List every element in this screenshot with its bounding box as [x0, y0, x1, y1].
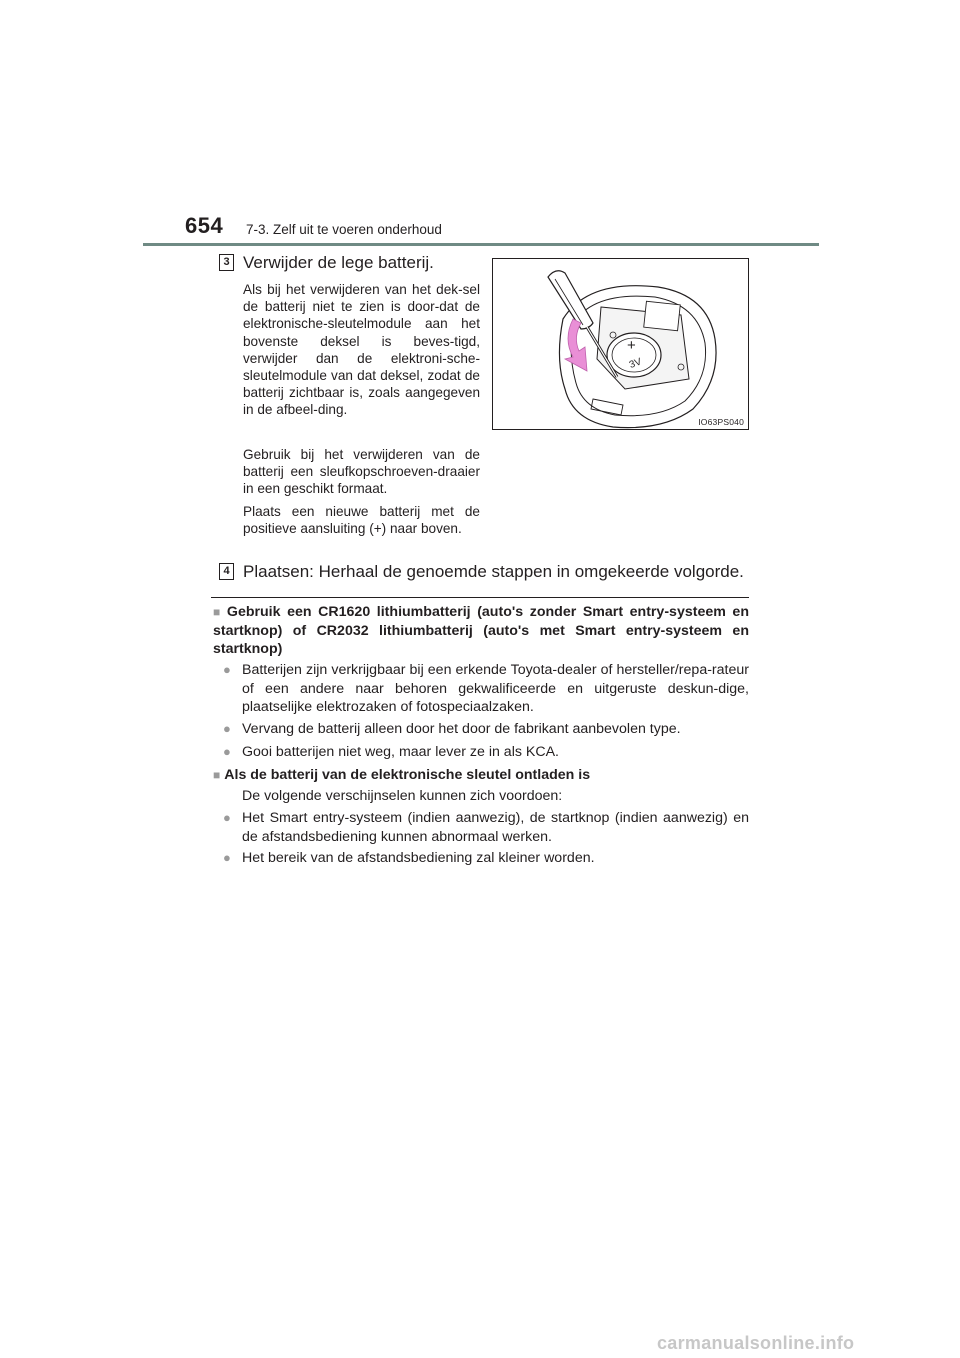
- step-3-badge: 3: [219, 254, 234, 271]
- circle-bullet-icon: ●: [223, 850, 231, 865]
- step-4-title: Plaatsen: Herhaal de genoemde stappen in omgekeerde volgorde.: [243, 562, 744, 581]
- watermark: carmanualsonline.info: [657, 1333, 855, 1353]
- figure-code: IO63PS040: [698, 417, 744, 427]
- circle-bullet-icon: ●: [223, 662, 231, 677]
- note-heading-text: Gebruik een CR1620 lithiumbatterij (auto's zonder Smart entry-systeem en startknop) of CR2032 lithiumbatterij (auto's met Smart entry-systeem en startknop): [213, 604, 749, 658]
- battery-voltage-label: 3V: [627, 356, 644, 371]
- step-4-badge: 4: [219, 563, 234, 580]
- circle-bullet-icon: ●: [223, 810, 231, 825]
- square-bullet-icon: ■: [213, 768, 221, 782]
- note-heading-text: Als de batterij van de elektronische sleutel ontladen is: [224, 767, 591, 783]
- battery-replacement-figure: [492, 258, 749, 430]
- square-bullet-icon: ■: [213, 605, 223, 619]
- note-bullet-text: Het Smart entry-systeem (indien aanwezig), de startknop (indien aanwezig) en de afstandsbediening kunnen abnormaal werken.: [242, 810, 749, 845]
- step-3-title: Verwijder de lege batterij.: [243, 253, 434, 272]
- battery-plus-label: +: [627, 337, 636, 354]
- section-divider: [211, 597, 749, 598]
- circle-bullet-icon: ●: [223, 721, 231, 736]
- section-title: 7-3. Zelf uit te voeren onderhoud: [246, 222, 442, 237]
- step-3-paragraph-2: Gebruik bij het verwijderen van de batterij een sleufkopschroeven-draaier in een geschikt formaat.: [243, 447, 480, 497]
- step-3-paragraph-3: Plaats een nieuwe batterij met de positieve aansluiting (+) naar boven.: [243, 504, 480, 537]
- step-3-paragraph-1: Als bij het verwijderen van het dek-sel de batterij niet te zien is door-dat de elektronische-sleutelmodule aan het bovenste deksel is beves-tigd, verwijder dan de elektroni-sche-sleutelmodule van dat deksel, zodat de batterij zichtbaar is, zoals aangegeven in de afbeel-ding.: [243, 282, 480, 418]
- note-bullet: [223, 743, 749, 762]
- circle-bullet-icon: ●: [223, 744, 231, 759]
- page-number: 654: [185, 213, 224, 238]
- note-heading-discharged-battery: [213, 766, 749, 785]
- note-bullet: [223, 720, 749, 739]
- note-intro: De volgende verschijnselen kunnen zich voordoen:: [242, 788, 563, 804]
- note-bullet-text: Het bereik van de afstandsbediening zal kleiner worden.: [242, 850, 595, 866]
- key-fob-illustration: [493, 259, 749, 430]
- note-bullet-text: Batterijen zijn verkrijgbaar bij een erkende Toyota-dealer of hersteller/repa-rateur of een andere naar behoren gekwalificeerde en uitgeruste deskun-dige, plaatselijke elektrozaken of fotospeciaalzaken.: [242, 662, 749, 716]
- note-bullet-text: Vervang de batterij alleen door het door de fabrikant aanbevolen type.: [242, 721, 681, 737]
- note-bullet: [223, 849, 749, 868]
- note-bullet-text: Gooi batterijen niet weg, maar lever ze in als KCA.: [242, 744, 560, 760]
- note-heading-battery-type: [213, 603, 749, 659]
- note-bullet: [223, 661, 749, 717]
- header-rule: [143, 243, 819, 246]
- note-bullet: [223, 809, 749, 846]
